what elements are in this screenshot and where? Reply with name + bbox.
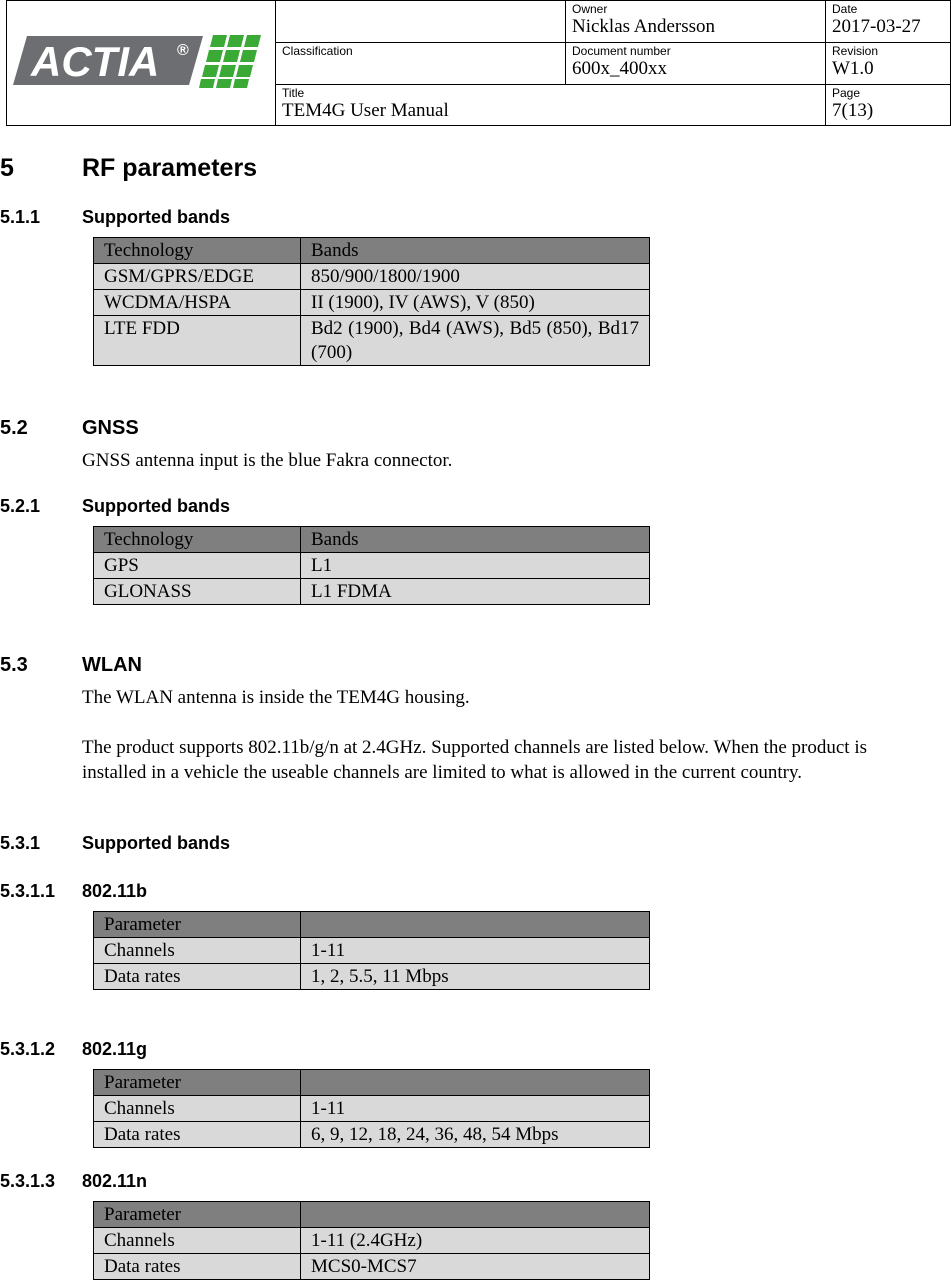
date-label: Date	[832, 2, 858, 16]
blank-cell	[276, 1, 566, 43]
gnss-bands-table	[93, 526, 650, 605]
column-header: Bands	[301, 527, 650, 553]
heading-number: 5.2	[0, 417, 28, 439]
docnum-value: 600x_400xx	[572, 58, 667, 79]
table-cell: Channels	[94, 1096, 301, 1122]
table-row	[94, 964, 650, 990]
column-header: Parameter	[94, 912, 301, 938]
column-header	[301, 912, 650, 938]
docnum-cell	[566, 43, 826, 85]
heading-title: GNSS	[82, 417, 139, 439]
document-header	[6, 0, 951, 126]
table-header-row	[94, 1202, 650, 1228]
table-cell: MCS0-MCS7	[301, 1254, 650, 1280]
table-row	[94, 290, 650, 316]
heading-number: 5.1.1	[0, 207, 41, 227]
heading-number: 5.3.1.3	[0, 1171, 56, 1191]
heading-title: 802.11n	[82, 1171, 148, 1191]
heading-number: 5.3.1.2	[0, 1039, 56, 1059]
actia-logo-graphic	[13, 33, 268, 93]
heading-5-3	[0, 654, 600, 678]
logo-cell	[7, 1, 276, 126]
title-value: TEM4G User Manual	[282, 100, 449, 121]
registered-mark: ®	[177, 42, 189, 59]
wlan-b-table	[93, 911, 650, 990]
heading-number: 5.3	[0, 654, 28, 676]
heading-5-3-1	[0, 833, 600, 855]
wlan-paragraph-2: The product supports 802.11b/g/n at 2.4GHz. Supported channels are listed below. When the product is installed in a vehicle the useable channels are limited to what is allowed in the current country.	[82, 737, 867, 783]
table-cell: Channels	[94, 1228, 301, 1254]
table-row	[94, 579, 650, 605]
wlan-g-table	[93, 1069, 650, 1148]
column-header: Parameter	[94, 1202, 301, 1228]
docnum-label: Document number	[572, 44, 671, 58]
heading-title: Supported bands	[82, 833, 230, 853]
table-row	[94, 264, 650, 290]
cellular-bands-table	[93, 237, 650, 366]
column-header: Bands	[301, 238, 650, 264]
table-cell: 1, 2, 5.5, 11 Mbps	[301, 964, 650, 990]
table-cell: L1 FDMA	[301, 579, 650, 605]
wlan-n-table	[93, 1201, 650, 1280]
heading-title: 802.11b	[82, 881, 148, 901]
table-row	[94, 316, 650, 366]
heading-title: Supported bands	[82, 207, 230, 227]
classification-label: Classification	[282, 44, 353, 58]
classification-cell	[276, 43, 566, 85]
heading-5-1-1	[0, 207, 600, 229]
table-header-row	[94, 238, 650, 264]
heading-5	[0, 154, 600, 184]
table-cell: GSM/GPRS/EDGE	[94, 264, 301, 290]
column-header	[301, 1070, 650, 1096]
heading-5-2	[0, 417, 600, 441]
table-row	[94, 553, 650, 579]
table-cell: GPS	[94, 553, 301, 579]
table-cell: 1-11	[301, 938, 650, 964]
table-cell: Data rates	[94, 1254, 301, 1280]
logo-grid-mark	[199, 35, 261, 88]
heading-title: 802.11g	[82, 1039, 148, 1059]
title-cell	[276, 85, 826, 126]
heading-5-3-1-3	[0, 1171, 600, 1193]
table-cell: 1-11 (2.4GHz)	[301, 1228, 650, 1254]
table-row	[94, 938, 650, 964]
logo-text: ACTIA	[31, 38, 160, 85]
owner-label: Owner	[572, 2, 608, 16]
table-cell: L1	[301, 553, 650, 579]
table-cell: GLONASS	[94, 579, 301, 605]
owner-cell	[566, 1, 826, 43]
table-cell: LTE FDD	[94, 316, 301, 366]
table-row	[94, 1122, 650, 1148]
table-cell: WCDMA/HSPA	[94, 290, 301, 316]
heading-5-2-1	[0, 496, 600, 518]
table-cell: Bd2 (1900), Bd4 (AWS), Bd5 (850), Bd17 (700)	[301, 316, 650, 366]
page-cell	[826, 85, 951, 126]
table-row	[94, 1254, 650, 1280]
heading-5-3-1-1	[0, 881, 600, 903]
owner-value: Nicklas Andersson	[572, 16, 716, 37]
table-cell: Channels	[94, 938, 301, 964]
column-header: Technology	[94, 238, 301, 264]
table-header-row	[94, 1070, 650, 1096]
heading-title: RF parameters	[82, 154, 258, 182]
table-cell: Data rates	[94, 964, 301, 990]
revision-label: Revision	[832, 44, 879, 58]
gnss-paragraph: GNSS antenna input is the blue Fakra connector.	[82, 450, 453, 471]
date-value: 2017-03-27	[832, 16, 921, 37]
table-row	[94, 1096, 650, 1122]
heading-title: Supported bands	[82, 496, 230, 516]
heading-number: 5.3.1	[0, 833, 41, 853]
heading-title: WLAN	[82, 654, 142, 676]
table-header-row	[94, 912, 650, 938]
title-label: Title	[282, 86, 305, 100]
actia-logo	[13, 33, 268, 93]
table-cell: Data rates	[94, 1122, 301, 1148]
table-cell: II (1900), IV (AWS), V (850)	[301, 290, 650, 316]
heading-number: 5	[0, 154, 14, 182]
column-header: Parameter	[94, 1070, 301, 1096]
table-header-row	[94, 527, 650, 553]
table-row	[94, 1228, 650, 1254]
table-cell: 6, 9, 12, 18, 24, 36, 48, 54 Mbps	[301, 1122, 650, 1148]
table-cell: 850/900/1800/1900	[301, 264, 650, 290]
table-cell: 1-11	[301, 1096, 650, 1122]
heading-number: 5.3.1.1	[0, 881, 56, 901]
column-header: Technology	[94, 527, 301, 553]
revision-cell	[826, 43, 951, 85]
page-value: 7(13)	[832, 100, 874, 121]
heading-5-3-1-2	[0, 1039, 600, 1061]
wlan-paragraph-1: The WLAN antenna is inside the TEM4G housing.	[82, 687, 470, 708]
date-cell	[826, 1, 951, 43]
page-label: Page	[832, 86, 861, 100]
column-header	[301, 1202, 650, 1228]
heading-number: 5.2.1	[0, 496, 41, 516]
revision-value: W1.0	[832, 58, 874, 79]
